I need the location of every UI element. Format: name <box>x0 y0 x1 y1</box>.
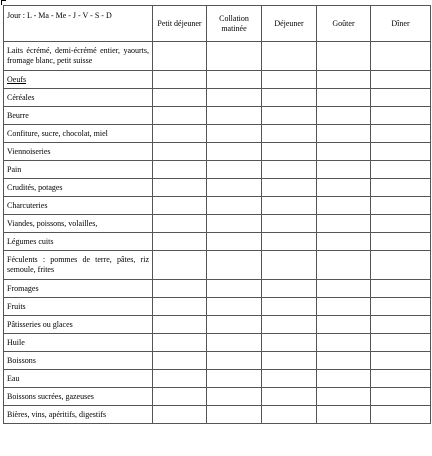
food-category-label: Eau <box>4 370 153 388</box>
entry-cell-breakfast[interactable] <box>153 107 207 125</box>
entry-cell-morning-snack[interactable] <box>207 251 262 280</box>
entry-cell-lunch[interactable] <box>262 179 317 197</box>
entry-cell-dinner[interactable] <box>371 280 431 298</box>
entry-cell-breakfast[interactable] <box>153 71 207 89</box>
entry-cell-morning-snack[interactable] <box>207 388 262 406</box>
entry-cell-morning-snack[interactable] <box>207 161 262 179</box>
entry-cell-lunch[interactable] <box>262 280 317 298</box>
entry-cell-morning-snack[interactable] <box>207 42 262 71</box>
table-row <box>4 406 431 424</box>
table-row <box>4 251 431 280</box>
food-category-label: Charcuteries <box>4 197 153 215</box>
entry-cell-dinner[interactable] <box>371 197 431 215</box>
entry-cell-lunch[interactable] <box>262 125 317 143</box>
entry-cell-lunch[interactable] <box>262 71 317 89</box>
entry-cell-morning-snack[interactable] <box>207 334 262 352</box>
entry-cell-breakfast[interactable] <box>153 298 207 316</box>
entry-cell-afternoon-snack[interactable] <box>317 370 371 388</box>
entry-cell-afternoon-snack[interactable] <box>317 143 371 161</box>
entry-cell-breakfast[interactable] <box>153 215 207 233</box>
entry-cell-breakfast[interactable] <box>153 370 207 388</box>
meal-header-dinner: Dîner <box>371 6 431 42</box>
food-category-label: Viandes, poissons, volailles, <box>4 215 153 233</box>
table-row <box>4 89 431 107</box>
table-row <box>4 197 431 215</box>
food-category-label: Viennoiseries <box>4 143 153 161</box>
table-row <box>4 388 431 406</box>
entry-cell-breakfast[interactable] <box>153 143 207 161</box>
entry-cell-breakfast[interactable] <box>153 334 207 352</box>
meal-header-morning-snack: Collation matinée <box>207 6 262 42</box>
entry-cell-breakfast[interactable] <box>153 161 207 179</box>
entry-cell-afternoon-snack[interactable] <box>317 316 371 334</box>
entry-cell-afternoon-snack[interactable] <box>317 42 371 71</box>
food-category-label: Confiture, sucre, chocolat, miel <box>4 125 153 143</box>
entry-cell-dinner[interactable] <box>371 388 431 406</box>
table-row <box>4 280 431 298</box>
entry-cell-afternoon-snack[interactable] <box>317 406 371 424</box>
entry-cell-afternoon-snack[interactable] <box>317 179 371 197</box>
food-category-label: Laits écrémé, demi-écrémé entier, yaourts, fromage blanc, petit suisse <box>4 42 153 71</box>
entry-cell-dinner[interactable] <box>371 298 431 316</box>
day-selector-header: Jour : L - Ma - Me - J - V - S - D <box>4 6 153 42</box>
meal-header-lunch: Déjeuner <box>262 6 317 42</box>
entry-cell-breakfast[interactable] <box>153 280 207 298</box>
entry-cell-morning-snack[interactable] <box>207 89 262 107</box>
food-category-label: Céréales <box>4 89 153 107</box>
food-category-label: Boissons <box>4 352 153 370</box>
table-row <box>4 233 431 251</box>
food-category-label: Légumes cuits <box>4 233 153 251</box>
food-category-label <box>4 71 153 89</box>
entry-cell-morning-snack[interactable] <box>207 352 262 370</box>
food-category-text: Oeufs <box>7 74 27 84</box>
entry-cell-lunch[interactable] <box>262 352 317 370</box>
table-row <box>4 42 431 71</box>
entry-cell-afternoon-snack[interactable] <box>317 298 371 316</box>
food-category-label: Féculents : pommes de terre, pâtes, riz semoule, frites <box>4 251 153 280</box>
entry-cell-lunch[interactable] <box>262 197 317 215</box>
entry-cell-afternoon-snack[interactable] <box>317 215 371 233</box>
entry-cell-morning-snack[interactable] <box>207 143 262 161</box>
food-diary-table <box>3 5 431 424</box>
food-category-label: Fromages <box>4 280 153 298</box>
food-category-label: Fruits <box>4 298 153 316</box>
entry-cell-lunch[interactable] <box>262 388 317 406</box>
entry-cell-lunch[interactable] <box>262 233 317 251</box>
table-row <box>4 298 431 316</box>
entry-cell-morning-snack[interactable] <box>207 197 262 215</box>
entry-cell-breakfast[interactable] <box>153 89 207 107</box>
entry-cell-morning-snack[interactable] <box>207 370 262 388</box>
entry-cell-breakfast[interactable] <box>153 352 207 370</box>
table-row <box>4 215 431 233</box>
entry-cell-breakfast[interactable] <box>153 316 207 334</box>
table-row <box>4 107 431 125</box>
entry-cell-breakfast[interactable] <box>153 197 207 215</box>
entry-cell-breakfast[interactable] <box>153 388 207 406</box>
entry-cell-lunch[interactable] <box>262 406 317 424</box>
entry-cell-breakfast[interactable] <box>153 179 207 197</box>
entry-cell-afternoon-snack[interactable] <box>317 352 371 370</box>
entry-cell-afternoon-snack[interactable] <box>317 125 371 143</box>
entry-cell-morning-snack[interactable] <box>207 107 262 125</box>
meal-header-breakfast: Petit déjeuner <box>153 6 207 42</box>
food-category-label: Huile <box>4 334 153 352</box>
table-row <box>4 334 431 352</box>
table-row <box>4 161 431 179</box>
food-category-label: Pâtisseries ou glaces <box>4 316 153 334</box>
food-category-label: Boissons sucrées, gazeuses <box>4 388 153 406</box>
entry-cell-dinner[interactable] <box>371 107 431 125</box>
entry-cell-dinner[interactable] <box>371 125 431 143</box>
table-row <box>4 370 431 388</box>
entry-cell-afternoon-snack[interactable] <box>317 280 371 298</box>
entry-cell-breakfast[interactable] <box>153 233 207 251</box>
entry-cell-afternoon-snack[interactable] <box>317 71 371 89</box>
entry-cell-lunch[interactable] <box>262 298 317 316</box>
entry-cell-dinner[interactable] <box>371 179 431 197</box>
entry-cell-morning-snack[interactable] <box>207 71 262 89</box>
table-row <box>4 71 431 89</box>
table-row <box>4 179 431 197</box>
entry-cell-dinner[interactable] <box>371 42 431 71</box>
table-row <box>4 316 431 334</box>
entry-cell-dinner[interactable] <box>371 352 431 370</box>
entry-cell-dinner[interactable] <box>371 89 431 107</box>
entry-cell-dinner[interactable] <box>371 161 431 179</box>
entry-cell-dinner[interactable] <box>371 334 431 352</box>
entry-cell-dinner[interactable] <box>371 370 431 388</box>
entry-cell-afternoon-snack[interactable] <box>317 233 371 251</box>
entry-cell-lunch[interactable] <box>262 107 317 125</box>
entry-cell-dinner[interactable] <box>371 71 431 89</box>
header-row <box>4 6 431 42</box>
entry-cell-lunch[interactable] <box>262 89 317 107</box>
entry-cell-lunch[interactable] <box>262 251 317 280</box>
entry-cell-morning-snack[interactable] <box>207 406 262 424</box>
entry-cell-morning-snack[interactable] <box>207 298 262 316</box>
entry-cell-morning-snack[interactable] <box>207 215 262 233</box>
entry-cell-dinner[interactable] <box>371 251 431 280</box>
entry-cell-dinner[interactable] <box>371 406 431 424</box>
food-category-label: Bières, vins, apéritifs, digestifs <box>4 406 153 424</box>
entry-cell-morning-snack[interactable] <box>207 280 262 298</box>
entry-cell-dinner[interactable] <box>371 143 431 161</box>
entry-cell-morning-snack[interactable] <box>207 316 262 334</box>
entry-cell-afternoon-snack[interactable] <box>317 251 371 280</box>
entry-cell-afternoon-snack[interactable] <box>317 197 371 215</box>
food-category-label: Pain <box>4 161 153 179</box>
table-row <box>4 143 431 161</box>
entry-cell-afternoon-snack[interactable] <box>317 161 371 179</box>
entry-cell-breakfast[interactable] <box>153 251 207 280</box>
entry-cell-afternoon-snack[interactable] <box>317 107 371 125</box>
entry-cell-lunch[interactable] <box>262 316 317 334</box>
food-category-label: Beurre <box>4 107 153 125</box>
entry-cell-breakfast[interactable] <box>153 42 207 71</box>
food-category-label: Crudités, potages <box>4 179 153 197</box>
entry-cell-morning-snack[interactable] <box>207 125 262 143</box>
entry-cell-lunch[interactable] <box>262 143 317 161</box>
table-row <box>4 352 431 370</box>
entry-cell-lunch[interactable] <box>262 370 317 388</box>
meal-header-afternoon-snack: Goûter <box>317 6 371 42</box>
entry-cell-breakfast[interactable] <box>153 406 207 424</box>
entry-cell-lunch[interactable] <box>262 42 317 71</box>
entry-cell-morning-snack[interactable] <box>207 233 262 251</box>
entry-cell-afternoon-snack[interactable] <box>317 89 371 107</box>
entry-cell-dinner[interactable] <box>371 233 431 251</box>
entry-cell-afternoon-snack[interactable] <box>317 334 371 352</box>
entry-cell-afternoon-snack[interactable] <box>317 388 371 406</box>
entry-cell-lunch[interactable] <box>262 215 317 233</box>
entry-cell-lunch[interactable] <box>262 161 317 179</box>
entry-cell-morning-snack[interactable] <box>207 179 262 197</box>
entry-cell-breakfast[interactable] <box>153 125 207 143</box>
entry-cell-dinner[interactable] <box>371 215 431 233</box>
table-row <box>4 125 431 143</box>
entry-cell-lunch[interactable] <box>262 334 317 352</box>
entry-cell-dinner[interactable] <box>371 316 431 334</box>
